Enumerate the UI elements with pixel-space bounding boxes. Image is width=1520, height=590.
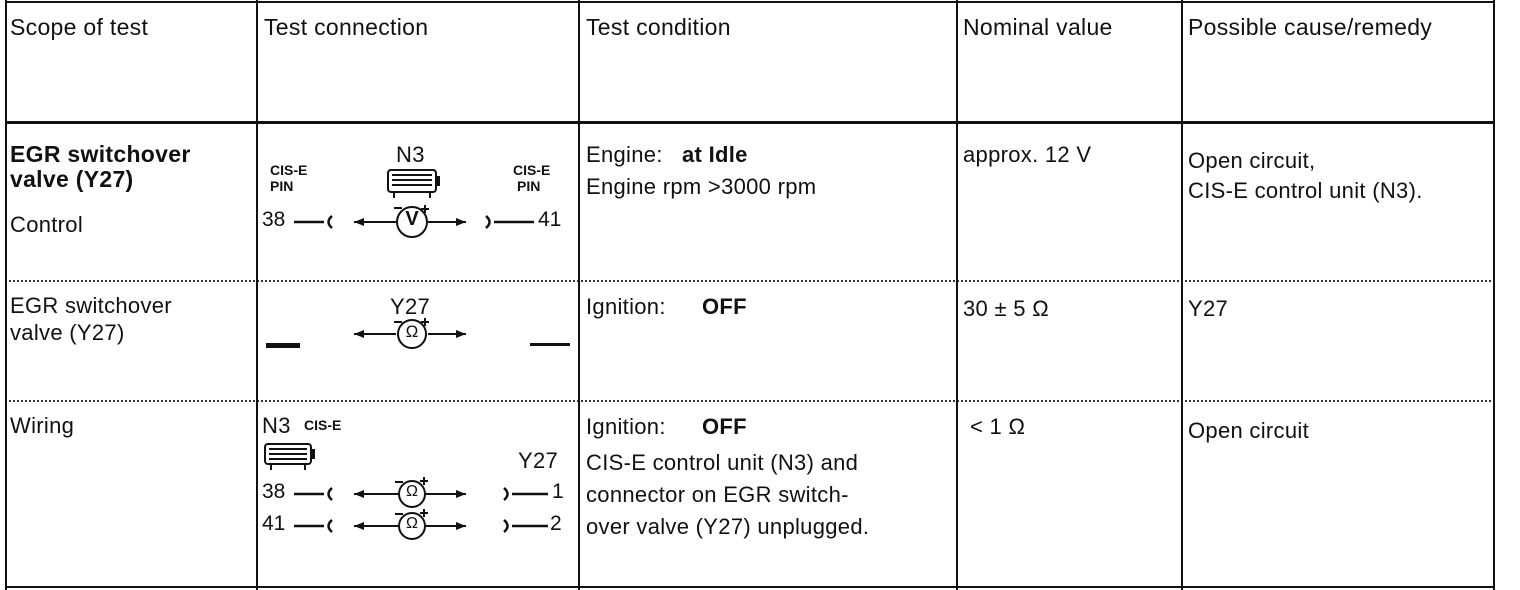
row-divider-1 — [5, 280, 1495, 282]
row1-left-pin-number: 38 — [262, 208, 286, 231]
test-lead-plug-icon — [292, 516, 336, 536]
meter-symbol-label: Ω — [406, 483, 418, 500]
header-scope: Scope of test — [10, 14, 149, 40]
row1-right-pin: PIN — [517, 178, 541, 194]
row3-pin-left-2: 41 — [262, 512, 286, 535]
test-lead-plug-icon — [484, 212, 536, 232]
row3-cond-prefix: Ignition: — [586, 414, 666, 439]
row1-component-label: N3 — [396, 142, 425, 167]
header-connection: Test connection — [264, 14, 429, 40]
col-border-4 — [1181, 0, 1183, 590]
row3-pin-left-1: 38 — [262, 480, 286, 503]
row3-cond-value: OFF — [702, 414, 747, 439]
row3-pin-right-2: 2 — [550, 512, 562, 535]
row1-cond-value: at Idle — [682, 142, 748, 167]
row3-nominal: < 1 Ω — [970, 414, 1026, 439]
test-lead-plug-icon — [292, 484, 336, 504]
control-unit-connector-icon — [263, 442, 319, 472]
col-border-1 — [256, 0, 258, 590]
row3-cause: Open circuit — [1188, 418, 1309, 443]
row1-right-cise: CIS-E — [513, 162, 551, 178]
row1-scope-sub: Control — [10, 212, 84, 237]
meter-symbol-label: Ω — [405, 322, 419, 341]
table-top-border — [5, 1, 1495, 3]
meter-symbol-label: Ω — [406, 515, 418, 532]
test-lead-plug-icon — [502, 516, 550, 536]
row2-component-label: Y27 — [390, 294, 431, 319]
row3-scope: Wiring — [10, 413, 75, 438]
row2-left-probe — [266, 343, 300, 348]
test-lead-plug-icon — [502, 484, 550, 504]
test-lead-plug-icon — [292, 212, 336, 232]
row2-cond-prefix: Ignition: — [586, 294, 666, 319]
row2-nominal: 30 ± 5 Ω — [963, 296, 1049, 321]
meter-symbol-label: V — [405, 208, 419, 230]
row-divider-2 — [5, 400, 1495, 402]
col-border-5 — [1493, 0, 1495, 590]
row1-cond-prefix: Engine: — [586, 142, 663, 167]
row2-scope-line2: valve (Y27) — [10, 320, 125, 345]
row1-cause-line2: CIS-E control unit (N3). — [1188, 178, 1423, 203]
row1-left-cise: CIS-E — [270, 162, 308, 178]
col-border-2 — [578, 0, 580, 590]
header-nominal: Nominal value — [963, 14, 1113, 40]
row1-cond-line2: Engine rpm >3000 rpm — [586, 174, 817, 199]
row3-cond-line1: CIS-E control unit (N3) and — [586, 450, 859, 475]
row2-scope-line1: EGR switchover — [10, 293, 172, 318]
header-bottom-border — [5, 121, 1495, 124]
header-condition: Test condition — [586, 14, 731, 40]
row3-cond-line2: connector on EGR switch- — [586, 482, 849, 507]
row2-right-probe — [530, 343, 570, 346]
row3-pin-right-1: 1 — [552, 480, 564, 503]
row1-nominal: approx. 12 V — [963, 142, 1092, 167]
row3-left-small: CIS-E — [304, 417, 342, 433]
header-cause: Possible cause/remedy — [1188, 14, 1433, 40]
col-border-0 — [5, 0, 7, 590]
row3-cond-line3: over valve (Y27) unplugged. — [586, 514, 870, 539]
row3-left-label: N3 — [262, 413, 291, 438]
row2-cond-value: OFF — [702, 294, 747, 319]
row1-cause-line1: Open circuit, — [1188, 148, 1316, 173]
row1-scope-line1: EGR switchover — [10, 141, 191, 167]
table-bottom-border — [5, 586, 1495, 588]
row1-scope-line2: valve (Y27) — [10, 166, 134, 192]
col-border-3 — [956, 0, 958, 590]
row1-left-pin: PIN — [270, 178, 294, 194]
row1-right-pin-number: 41 — [538, 208, 562, 231]
row3-right-label: Y27 — [518, 448, 559, 473]
row2-cause: Y27 — [1188, 296, 1229, 321]
